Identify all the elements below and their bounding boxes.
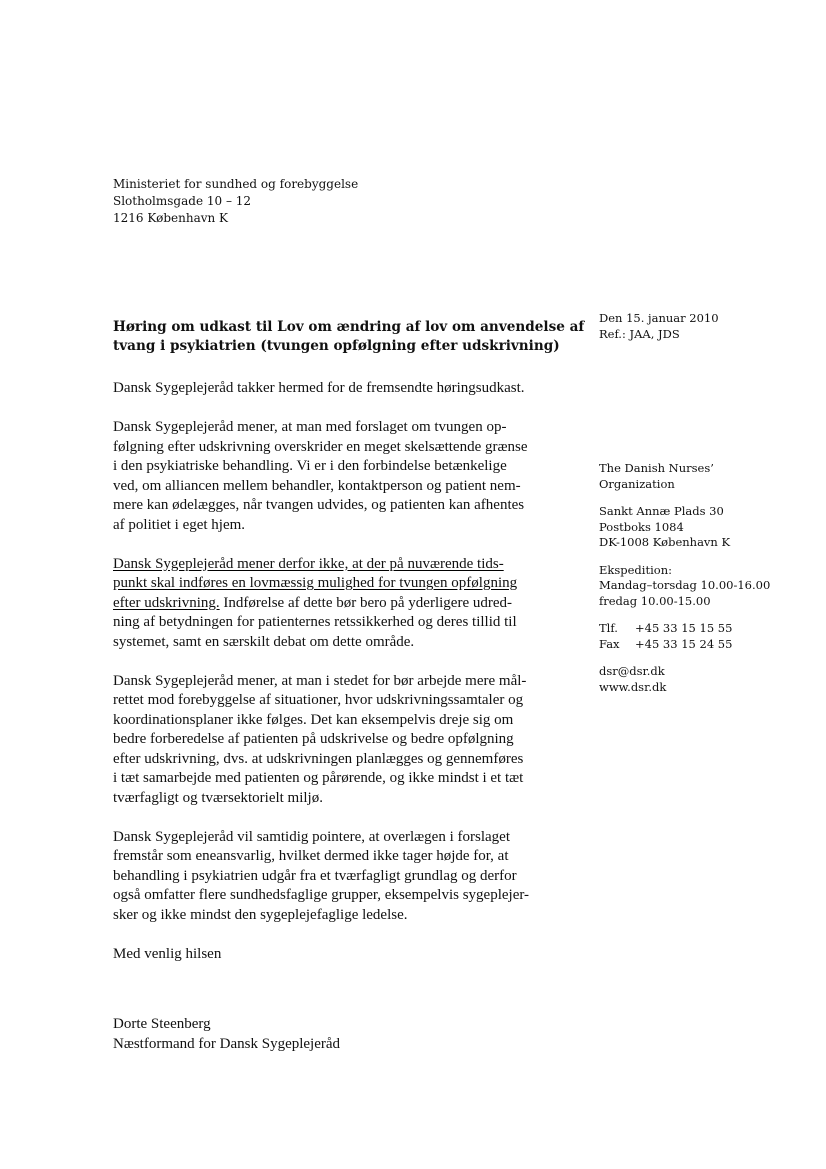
recipient-street: Slotholmsgade 10 – 12 xyxy=(113,194,252,208)
org-name-line1: The Danish Nurses’ xyxy=(599,461,714,475)
fax-label: Fax xyxy=(599,636,620,651)
letter-ref: Ref.: JAA, JDS xyxy=(599,326,680,341)
paragraph-text: Indførelse af dette bør bero på yderligere udred- xyxy=(219,594,513,611)
phone-label: Tlf. xyxy=(599,621,618,635)
paragraph-line: behandling i psykiatrien udgår fra et tværfagligt grundlag og derfor xyxy=(113,867,517,884)
recipient-address xyxy=(113,176,358,227)
paragraph-line: Dansk Sygeplejeråd vil samtidig pointere, at overlægen i forslaget xyxy=(113,828,510,845)
paragraph-3 xyxy=(113,555,565,653)
paragraph-line: også omfatter flere sundhedsfaglige grupper, eksempelvis sygeplejer- xyxy=(113,887,530,903)
expedition-hours-line: fredag 10.00-15.00 xyxy=(599,593,711,608)
contact-numbers xyxy=(599,621,799,652)
paragraph-4 xyxy=(113,672,565,809)
signer-title: Næstformand for Dansk Sygeplejeråd xyxy=(113,1035,341,1052)
expedition-hours-line: Mandag–torsdag 10.00-16.00 xyxy=(599,578,771,592)
phone-number: +45 33 15 15 55 xyxy=(635,621,733,635)
paragraph-line: i den psykiatriske behandling. Vi er i den forbindelse betænkelige xyxy=(113,458,507,474)
paragraph-line: systemet, samt en særskilt debat om dette område. xyxy=(113,633,415,650)
paragraph-line: ning af betydningen for patienternes retssikkerhed og deres tillid til xyxy=(113,614,517,630)
paragraph-line: rettet mod forebyggelse af situationer, hvor udskrivningssamtaler og xyxy=(113,692,524,708)
paragraph-line xyxy=(113,574,565,594)
sender-sidebar xyxy=(599,311,799,707)
paragraph-line: tværfagligt og tværsektorielt miljø. xyxy=(113,789,323,806)
paragraph-line: efter udskrivning, dvs. at udskrivningen planlægges og gennemføres xyxy=(113,750,524,767)
paragraph-line: ved, om alliancen mellem behandler, kontaktperson og patient nem- xyxy=(113,477,521,494)
paragraph-line: mere kan ødelægges, når tvangen udvides, og patienten kan afhentes xyxy=(113,497,525,513)
website-address: www.dsr.dk xyxy=(599,679,667,694)
paragraph-line xyxy=(113,555,565,575)
signature-block xyxy=(113,1015,565,1054)
paragraph-line: Dansk Sygeplejeråd mener, at man i stedet for bør arbejde mere mål- xyxy=(113,672,527,689)
paragraph-line: af politiet i eget hjem. xyxy=(113,516,246,533)
paragraph-line: i tæt samarbejde med patienten og pårørende, og ikke mindst i et tæt xyxy=(113,770,524,786)
fax-number: +45 33 15 24 55 xyxy=(635,636,733,651)
paragraph-line: fremstår som eneansvarlig, hvilket dermed ikke tager højde for, at xyxy=(113,848,509,864)
online-contacts xyxy=(599,664,799,695)
fax-row xyxy=(599,637,799,653)
paragraph-line: bedre forberedelse af patienten på udskrivelse og bedre opfølgning xyxy=(113,731,514,747)
subject-line: Høring om udkast til Lov om ændring af lov om anvendelse af xyxy=(113,319,585,335)
email-address: dsr@dsr.dk xyxy=(599,664,665,678)
letter-date: Den 15. januar 2010 xyxy=(599,311,719,325)
org-name-line2: Organization xyxy=(599,476,675,491)
paragraph-line: sker og ikke mindst den sygeplejefaglige ledelse. xyxy=(113,906,408,923)
underlined-statement: efter udskrivning. xyxy=(113,594,220,611)
expedition-hours xyxy=(599,563,799,610)
sender-address-line: Postboks 1084 xyxy=(599,519,684,534)
paragraph-5 xyxy=(113,828,565,926)
sender-address-line: DK-1008 København K xyxy=(599,535,731,549)
paragraph-line: følgning efter udskrivning overskrider en meget skelsættende grænse xyxy=(113,438,528,455)
underlined-statement: punkt skal indføres en lovmæssig mulighed for tvungen opfølgning xyxy=(113,575,518,591)
letter-body xyxy=(113,318,585,1054)
recipient-name: Ministeriet for sundhed og forebyggelse xyxy=(113,177,359,191)
recipient-city: 1216 København K xyxy=(113,211,229,225)
paragraph-line: koordinationsplaner ikke følges. Det kan eksempelvis dreje sig om xyxy=(113,711,514,728)
letter-subject xyxy=(113,318,585,356)
paragraph-line: Dansk Sygeplejeråd takker hermed for de fremsendte høringsudkast. xyxy=(113,380,525,396)
paragraph-2 xyxy=(113,418,565,535)
sender-address xyxy=(599,504,799,551)
signer-name: Dorte Steenberg xyxy=(113,1016,211,1032)
sender-organization xyxy=(599,461,799,492)
letter-meta xyxy=(599,311,799,342)
subject-line: tvang i psykiatrien (tvungen opfølgning efter udskrivning) xyxy=(113,338,560,354)
expedition-label: Ekspedition: xyxy=(599,562,672,577)
sender-address-line: Sankt Annæ Plads 30 xyxy=(599,504,724,518)
paragraph-1 xyxy=(113,379,565,399)
paragraph-line xyxy=(113,594,565,614)
closing-greeting: Med venlig hilsen xyxy=(113,945,222,962)
phone-row xyxy=(599,621,799,637)
underlined-statement: Dansk Sygeplejeråd mener derfor ikke, at der på nuværende tids- xyxy=(113,555,504,572)
paragraph-line: Dansk Sygeplejeråd mener, at man med forslaget om tvungen op- xyxy=(113,419,507,435)
